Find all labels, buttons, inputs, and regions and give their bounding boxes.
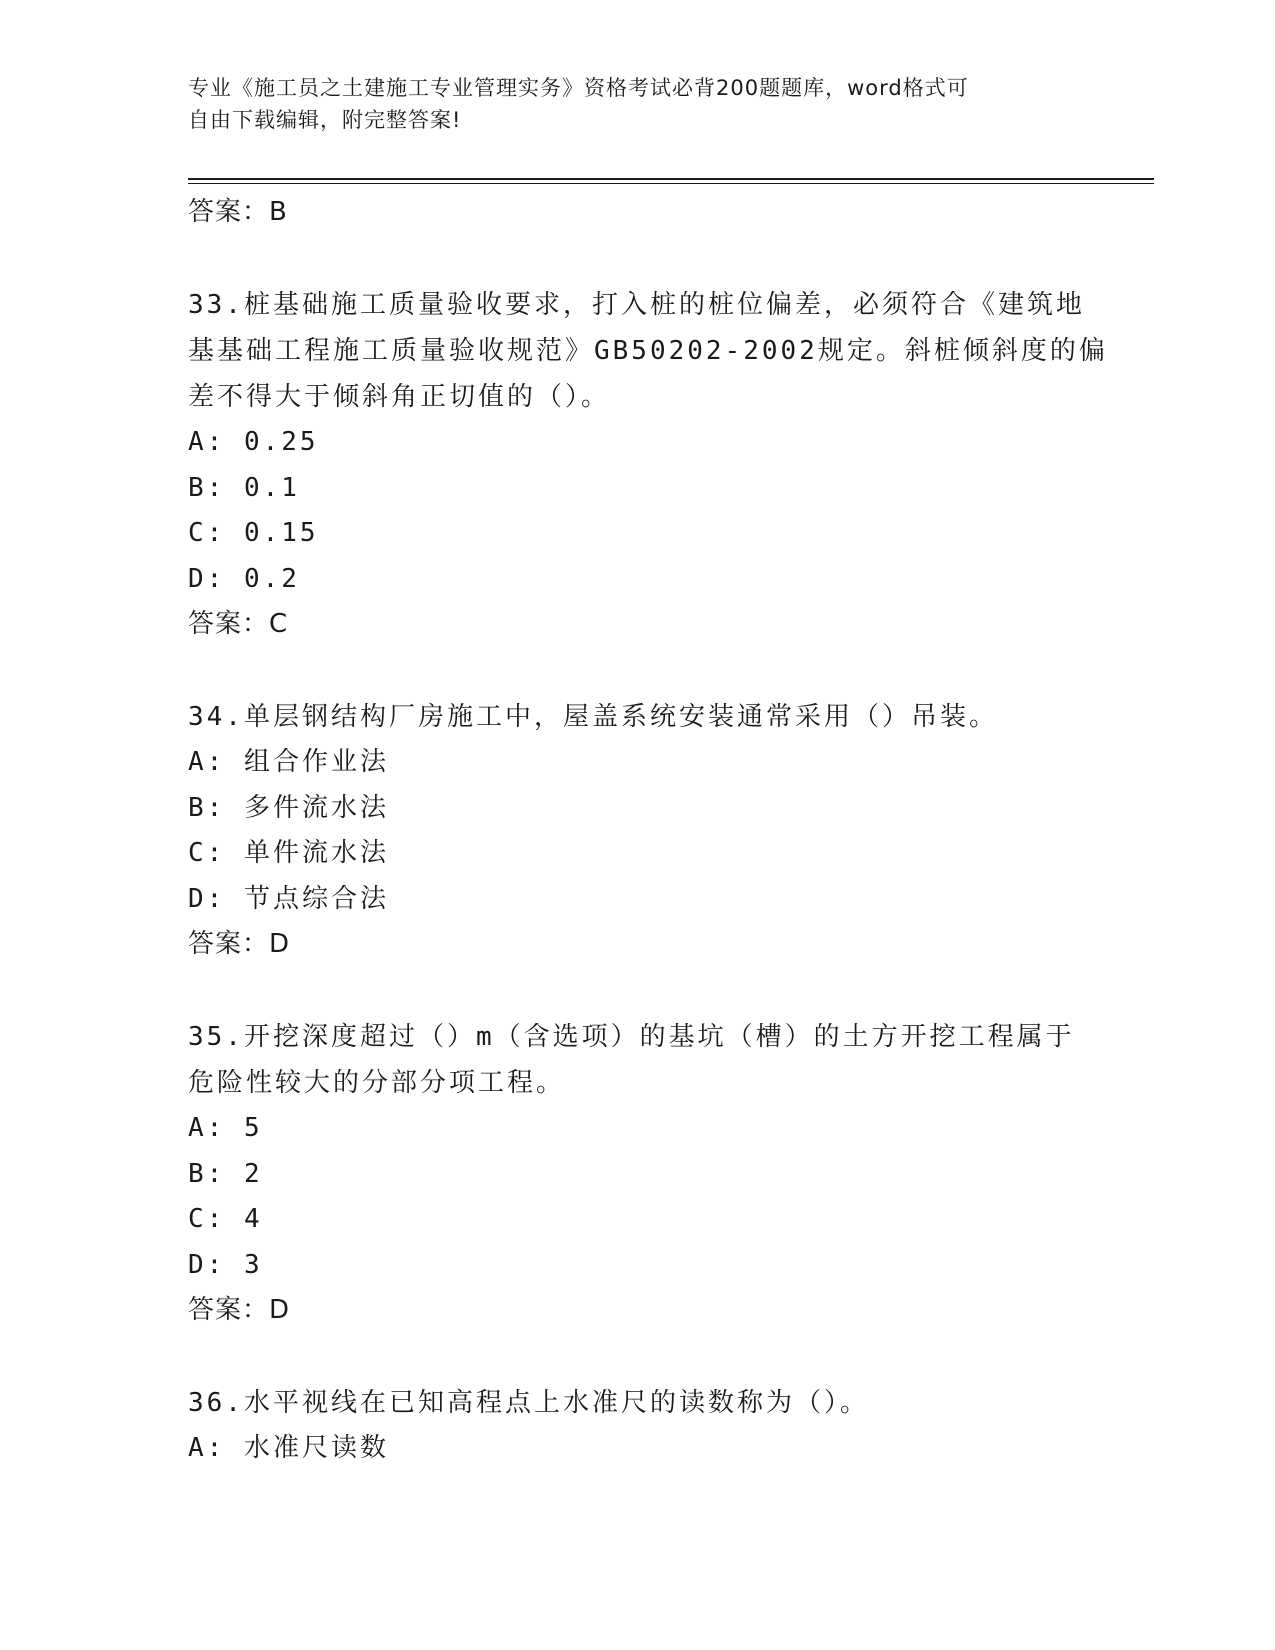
question-stem: 34.单层钢结构厂房施工中，屋盖系统安装通常采用（）吊装。 <box>188 702 998 732</box>
question-stem: 35.开挖深度超过（）m（含选项）的基坑（槽）的土方开挖工程属于 <box>188 1022 1075 1052</box>
question-stem: 危险性较大的分部分项工程。 <box>188 1068 566 1098</box>
question-35 <box>188 1014 1088 1332</box>
header-line-1: 专业《施工员之土建施工专业管理实务》资格考试必背200题题库，word格式可 <box>188 76 969 100</box>
answer-q34: 答案：D <box>188 929 291 959</box>
question-33 <box>188 282 1108 646</box>
header-line-2: 自由下载编辑，附完整答案! <box>188 108 462 132</box>
question-36 <box>188 1380 1088 1472</box>
option-b: B: 0.1 <box>188 472 300 503</box>
option-d: D: 3 <box>188 1249 263 1280</box>
option-a: A: 组合作业法 <box>188 747 389 777</box>
page-header <box>188 72 1068 136</box>
question-stem: 36.水平视线在已知高程点上水准尺的读数称为（）。 <box>188 1388 869 1418</box>
option-b: B: 2 <box>188 1158 263 1189</box>
answer-q33: 答案：C <box>188 609 289 639</box>
question-34 <box>188 694 1088 966</box>
option-c: C: 单件流水法 <box>188 838 389 868</box>
option-c: C: 0.15 <box>188 518 319 548</box>
option-a: A: 0.25 <box>188 427 319 457</box>
option-d: D: 节点综合法 <box>188 883 389 914</box>
question-stem: 差不得大于倾斜角正切值的（）。 <box>188 382 611 412</box>
question-stem: 基基础工程施工质量验收规范》GB50202-2002规定。斜桩倾斜度的偏 <box>188 336 1108 366</box>
answer-q32: 答案：B <box>188 197 288 227</box>
header-divider-thick <box>188 178 1154 180</box>
header-divider-thin <box>188 183 1154 184</box>
option-d: D: 0.2 <box>188 563 300 594</box>
option-c: C: 4 <box>188 1204 263 1234</box>
option-a: A: 水准尺读数 <box>188 1433 389 1463</box>
question-list <box>188 190 1108 1472</box>
answer-q35: 答案：D <box>188 1295 291 1325</box>
option-b: B: 多件流水法 <box>188 792 389 823</box>
option-a: A: 5 <box>188 1113 263 1143</box>
question-stem: 33.桩基础施工质量验收要求，打入桩的桩位偏差，必须符合《建筑地 <box>188 290 1085 320</box>
